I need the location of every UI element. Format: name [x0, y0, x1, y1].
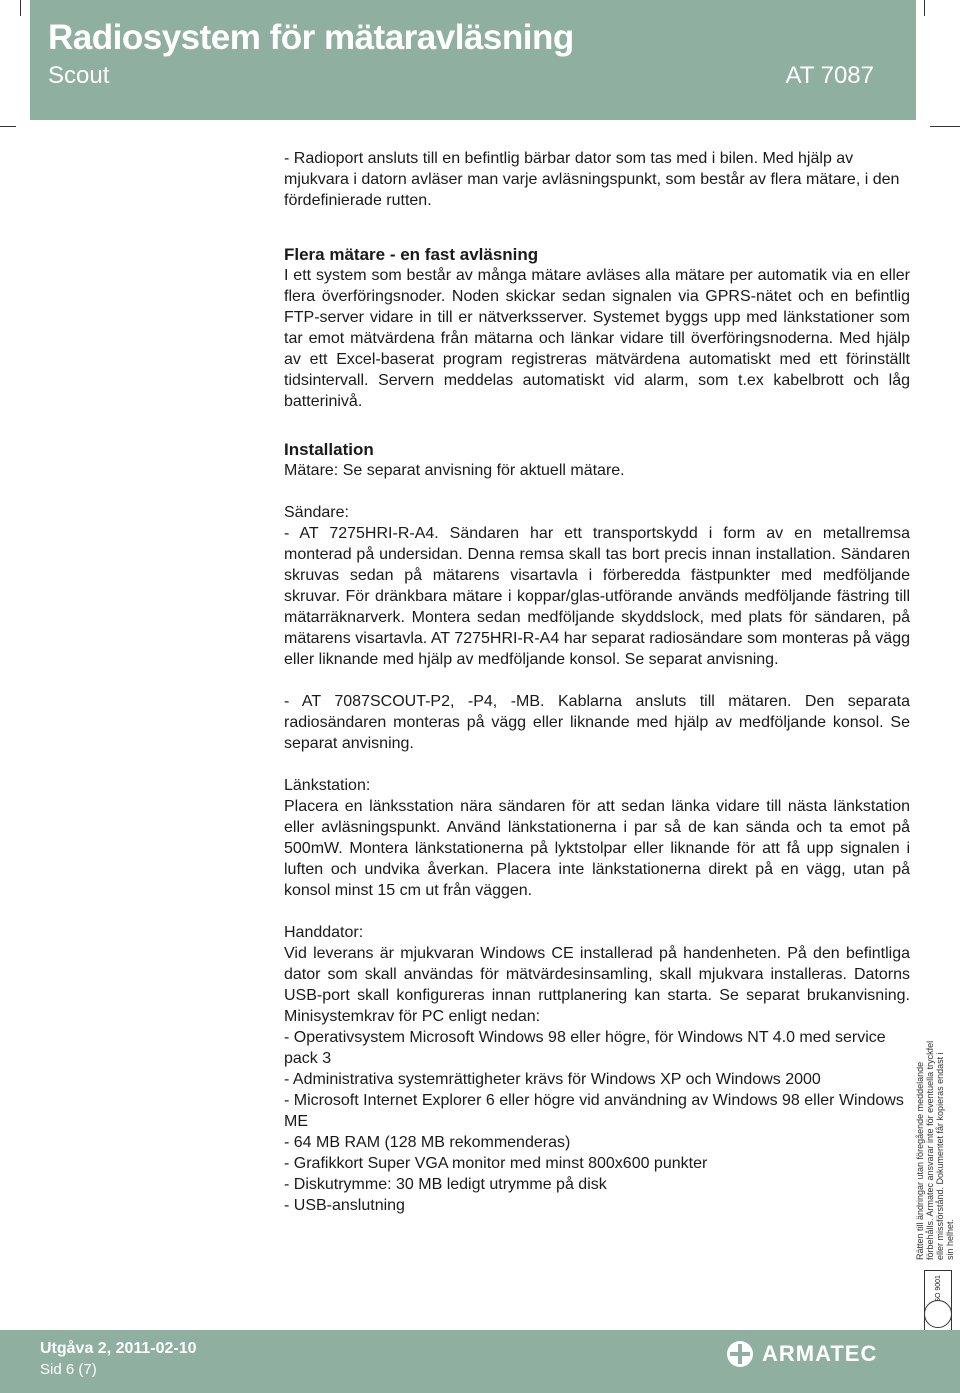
list-item: - Grafikkort Super VGA monitor med minst 800x600 punkter	[284, 1155, 708, 1172]
lankstation-paragraph: Placera en länksstation nära sändaren för att sedan länka vidare till nästa länkstation eller avläsningspunkt. Använd länkstationerna i par så de kan sända och ta emot på 500mW. Montera länkstationerna på lyktstolpar eller liknande för att få upp signalen i luften och undvika åverkan. Placera inte länkstationerna direkt på en vägg, utan på konsol minst 15 cm ut från väggen.	[284, 798, 910, 899]
section-paragraph: I ett system som består av många mätare avläses alla mätare per automatik via en eller flera överföringsnoder. Noden skickar sedan signalen via GPRS-nätet och en befintlig FTP-server vidare in till er nätverksserver. Systemet byggs upp med länkstationer som tar emot mätvärdena från mätarna och länkar vidare till överföringsnoderna. Med hjälp av ett Excel-baserat program registreras mätvärdena automatiskt med ett förinställt tidsintervall. Servern meddelas automatiskt vid alarm, som t.ex kabelbrott och låg batterinivå.	[284, 267, 910, 410]
armatec-logo-icon	[726, 1340, 754, 1368]
page-footer	[0, 1330, 960, 1393]
sandare2-paragraph	[284, 691, 910, 754]
handdator-paragraph: Vid leverans är mjukvaran Windows CE installerad på handenheten. På den befintliga dator som skall användas för mätvärdesinsamling, skall mjukvara installeras. Datorns USB-port skall konfigureras innan ruttplanering kan starta. Se separat brukanvisning. Minisystemkrav för PC enligt nedan:	[284, 945, 910, 1025]
sandare1-text: Sändaren har ett transportskydd i form av en metallremsa monterad på undersidan. Denna remsa skall tas bort precis innan installation. Sändaren skruvas sedan på mätarens visartavla i förberedda fästpunkter med medföljande skruvar. För dränkbara mätare i koppar/glas-utförande används medföljande fästring till mätarräknarverk. Montera sedan medföljande skyddslock, med plats för sändaren, på mätarens visartavla. AT 7275HRI-R-A4 har separat radiosändare som monteras på vägg eller liknande med hjälp av medföljande konsol. Se separat anvisning.	[284, 525, 910, 668]
matare-text: Se separat anvisning för aktuell mätare.	[338, 462, 625, 479]
installation-heading: Installation	[284, 440, 374, 459]
crop-mark	[930, 126, 960, 127]
document-code: AT 7087	[785, 62, 874, 89]
crop-mark	[20, 0, 21, 16]
matare-paragraph	[284, 460, 910, 481]
list-item: - Diskutrymme: 30 MB ledigt utrymme på disk	[284, 1176, 607, 1193]
crop-mark	[924, 0, 925, 16]
page-header	[30, 0, 916, 120]
section-heading: Flera mätare - en fast avläsning	[284, 245, 539, 264]
list-item: - 64 MB RAM (128 MB rekommenderas)	[284, 1134, 571, 1151]
handdator-label: Handdator:	[284, 924, 364, 941]
list-item: - Operativsystem Microsoft Windows 98 eller högre, för Windows NT 4.0 med service pack 3	[284, 1029, 886, 1067]
sandare1-prefix: - AT 7275HRI-R-A4.	[284, 525, 439, 542]
page-number: Sid 6 (7)	[40, 1361, 97, 1378]
brand-logo	[726, 1340, 877, 1368]
intro-paragraph: - Radioport ansluts till en befintlig bärbar dator som tas med i bilen. Med hjälp av mjukvara i datorn avläser man varje avläsningspunkt, som består av flera mätare, i den fördefinierade rutten.	[284, 150, 900, 209]
list-item: - USB-anslutning	[284, 1197, 405, 1214]
sandare-label: Sändare:	[284, 504, 349, 521]
lankstation-label: Länkstation:	[284, 777, 371, 794]
main-content	[284, 148, 910, 1216]
sandare2-prefix: - AT 7087SCOUT-P2, -P4, -MB.	[284, 693, 545, 710]
brand-name: ARMATEC	[762, 1341, 878, 1366]
document-title: Radiosystem för mätaravläsning	[48, 18, 574, 57]
list-item: - Microsoft Internet Explorer 6 eller högre vid användning av Windows 98 eller Windows ME	[284, 1092, 904, 1130]
crop-mark	[0, 126, 16, 127]
sandare1-paragraph	[284, 523, 910, 670]
certification-seal-icon	[924, 1300, 952, 1328]
matare-label: Mätare:	[284, 462, 339, 479]
edition-label: Utgåva 2, 2011-02-10	[40, 1340, 197, 1357]
sandare2-text: Kablarna ansluts till mätaren. Den separata radiosändaren monteras på vägg eller liknande med hjälp av medföljande konsol. Se separat anvisning.	[284, 693, 911, 752]
document-subtitle: Scout	[48, 62, 110, 89]
list-item: - Administrativa systemrättigheter krävs för Windows XP och Windows 2000	[284, 1071, 821, 1088]
disclaimer-text: Rätten till ändringar utan föregående meddelande förbehålls. Armatec ansvarar inte för eventuella tryckfel eller missförstånd. Dokumentet får kopieras endast i sin helhet.	[915, 1040, 955, 1260]
